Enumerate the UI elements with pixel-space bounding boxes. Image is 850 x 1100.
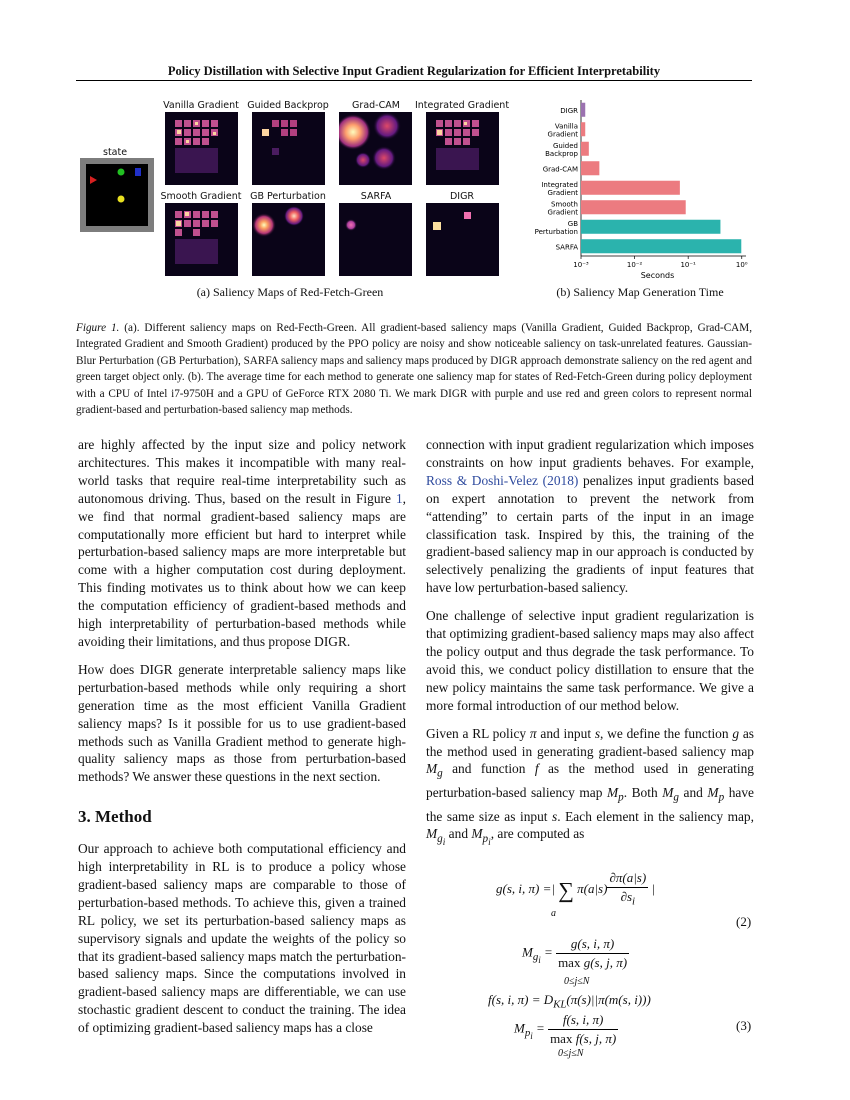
bar-label: SARFA (555, 243, 578, 252)
map-title-digr: DIGR (449, 191, 475, 202)
right-paragraph-3: Given a RL policy π and input s, we define the function g as the method used in generating gradient-based saliency map $M_g$ and function f as the method used in generating perturbation-based saliency map $M_p$. Both $M_g$ and $M_p$ have the same size as input s. Each element in the saliency map, $M_{g_i}$ and $M_{p_i}$, are computed as (426, 725, 754, 849)
map-title-gradcam: Grad-CAM (352, 100, 400, 111)
citation-link[interactable]: Ross & Doshi-Velez (2018) (426, 472, 579, 488)
bar-label: Perturbation (534, 227, 578, 236)
bar-sarfa (581, 239, 741, 253)
figure-caption (76, 320, 752, 418)
bar-label: Gradient (547, 130, 578, 139)
left-paragraph-2: How does DIGR generate interpretable saliency maps like perturbation-based methods while only requiring a short generation time as the most efficient Vanilla Gradient saliency maps? Is it possible for us to use gradient-based methods such as Vanilla Gradient method to generate high-quality saliency maps as those from perturbation-based methods? We answer these questions in the next section. (78, 661, 406, 785)
generation-time-chart (520, 96, 756, 282)
map-title-smooth: Smooth Gradient (160, 191, 242, 202)
right-p1a-text: connection with input gradient regularization which imposes constraints on how input gradients behaves. For example, (426, 437, 754, 470)
bar-label: Gradient (547, 208, 578, 217)
right-paragraph-2: One challenge of selective input gradient regularization is that optimizing gradient-based saliency maps may also affect the policy output and thus degrade the task performance. To avoid this, we conduct policy distillation to ensure that the new policy maintains the same task performance. We give a more formal introduction of our method below. (426, 608, 754, 713)
bar-label: Grad-CAM (542, 165, 578, 174)
saliency-map-integrated (426, 112, 499, 185)
saliency-map-gb-perturbation (252, 203, 325, 276)
left-column (78, 436, 406, 1047)
bar-label: Backprop (545, 149, 578, 158)
header-rule (76, 80, 752, 81)
caption-text: (a). Different saliency maps on Red-Fecth-Green. All gradient-based saliency maps (Vanilla Gradient, Guided Backprop, Grad-CAM, Integrated Gradient and Smooth Gradient) produced by the PPO policy are noisy and show noticeable saliency on task-unrelated features. Gaussian-Blur Perturbation (GB Perturbation), SARFA saliency maps and saliency maps produced by DIGR approach demonstrate saliency on the red agent and green target object only. (b). The average time for each method to generate one saliency map for states of Red-Fetch-Green during policy deployment with a CPU of Intel i7-9750H and a GPU of GeForce RTX 2080 Ti. We mark DIGR with purple and use red and green colors to represent normal gradient-based and perturbation-based saliency map methods. (76, 322, 752, 417)
bar-label: Vanilla (554, 122, 578, 131)
map-title-guided: Guided Backprop (247, 100, 329, 111)
x-tick-label: 10⁻³ (573, 261, 589, 269)
bar-gb-perturbation (581, 220, 720, 234)
bar-label: Integrated (541, 180, 578, 189)
equation-2-number: (2) (736, 914, 752, 930)
map-title-vanilla: Vanilla Gradient (163, 100, 239, 111)
saliency-map-sarfa (339, 203, 412, 276)
bar-vanilla-gradient (581, 122, 585, 136)
map-title-sarfa: SARFA (360, 191, 392, 202)
saliency-map-smooth (165, 203, 238, 276)
bar-digr (581, 103, 585, 117)
left-paragraph-3: Our approach to achieve both computational efficiency and high interpretability in RL is to produce a policy whose gradient-based saliency maps are comparable to those of perturbation-based methods. To achieve this, given a trained RL policy, we set its perturbation-based saliency maps as supervisory signals and update the weights of the policy so that its gradient-based saliency maps match the perturbation-based saliency maps. Since the computations involved in gradient-based saliency maps are differentiable, we can use stochastic gradient descent to conduct the training. The idea of optimizing gradient-based saliency maps has a close (78, 841, 406, 1036)
right-column (426, 436, 754, 1061)
left-p1-text: are highly affected by the input size and policy network architectures. This makes it incompatible with many real-world tasks that require real-time interpretability such as autonomous driving. Thus, based on the result in Figure (78, 437, 406, 506)
right-paragraph-1 (426, 436, 754, 597)
bar-label: GB (567, 219, 578, 228)
map-title-integrated: Integrated Gradient (414, 100, 510, 111)
equation-3-number: (3) (736, 1018, 752, 1034)
bar-label: Guided (553, 141, 578, 150)
bar-integrated-gradient (581, 181, 680, 195)
x-tick-label: 10⁻² (626, 261, 643, 269)
bar-guided-backprop (581, 142, 589, 156)
left-paragraph-1 (78, 436, 406, 651)
subcaption-a: (a) Saliency Maps of Red-Fetch-Green (196, 285, 384, 299)
bar-label: Gradient (547, 188, 578, 197)
state-grid-image (80, 158, 154, 232)
x-axis-label: Seconds (640, 271, 675, 280)
bar-label: DIGR (560, 106, 578, 115)
saliency-map-vanilla (165, 112, 238, 185)
saliency-map-gradcam (339, 112, 412, 185)
saliency-map-guided (252, 112, 325, 185)
bar-grad-cam (581, 161, 599, 175)
bar-smooth-gradient (581, 200, 686, 214)
running-header: Policy Distillation with Selective Input Gradient Regularization for Efficient Interpretability (167, 64, 661, 78)
map-title-gb: GB Perturbation (250, 191, 326, 202)
equation-2: g(s, i, π) =| ∑ π(a|s) $\frac{\partial\pi(a|s)}{\partial s_i}$ | a $M_{g_i}$ = $\frac{g(s, i, \pi)}{\text{max g(s, j, π)}}$ 0≤j≤N (2) (496, 870, 752, 988)
right-p1b-text: penalizes input gradients based on expert annotation to prevent the network from “attending” to certain parts of the input in an image classification task. Inspired by this, the training of the gradient-based saliency map in our approach is conducted by selectively penalizing the gradients of input features that have low perturbation-based saliency. (426, 472, 754, 596)
state-label: state (103, 147, 128, 158)
bar-label: Smooth (550, 200, 578, 209)
x-tick-label: 10⁰ (735, 261, 748, 269)
subcaption-b: (b) Saliency Map Generation Time (556, 285, 724, 299)
caption-label: Figure 1. (76, 322, 120, 334)
figure-ref-link[interactable]: 1 (395, 490, 403, 506)
left-p1b-text: , we find that normal gradient-based saliency maps are computationally more efficient but hard to interpret while perturbation-based saliency maps are more interpretable but come with a higher computation cost during deployment. This finding motivates us to think about how we can keep the computation efficiency of gradient-based methods and high interpretability of perturbation-based methods while avoiding their limitations, and thus propose DIGR. (78, 490, 406, 649)
section-heading: 3. Method (78, 807, 152, 827)
x-tick-label: 10⁻¹ (680, 261, 696, 269)
equation-3: f(s, i, $\pi) = D_{KL}(\pi(s)||\pi(m(s$, i))) $M_{p_i}$ = $\frac{f(s, i, \pi)}{\text{max f(s, j, π)}}$ 0≤j≤N (3) (488, 992, 752, 1060)
saliency-map-digr (426, 203, 499, 276)
